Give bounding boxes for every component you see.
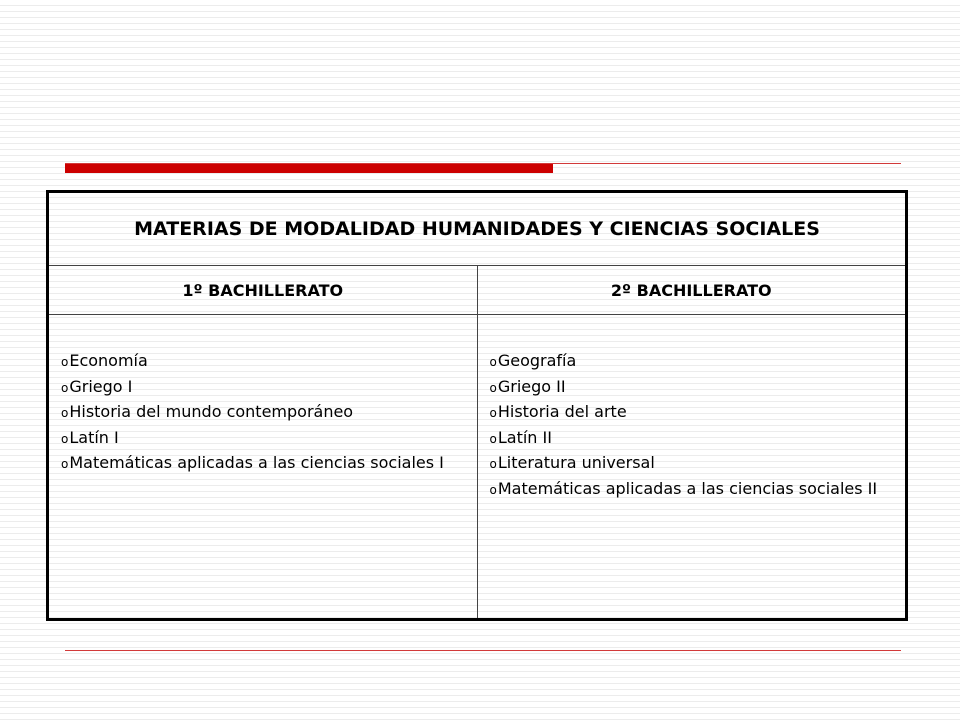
column-header-2-bachillerato: 2º BACHILLERATO (477, 266, 907, 315)
subject-name: Latín II (497, 427, 552, 447)
top-accent-bar (65, 164, 553, 173)
list-item (490, 477, 896, 503)
header-row (48, 266, 907, 315)
subject-list-1-bachillerato (61, 349, 467, 477)
subject-name: Latín I (69, 427, 119, 447)
bottom-divider-line (65, 650, 901, 651)
bullet-icon: o (61, 431, 69, 446)
subject-name: Griego II (497, 376, 566, 396)
subjects-cell-2-bachillerato (477, 315, 907, 620)
bullet-icon: o (489, 355, 497, 369)
title-row (48, 192, 907, 266)
list-item (61, 400, 467, 426)
subject-name: Historia del mundo contemporáneo (69, 402, 354, 421)
bullet-icon: o (489, 457, 497, 471)
list-item (490, 375, 896, 401)
subject-name: Historia del arte (497, 402, 627, 421)
list-item (61, 349, 467, 375)
list-item (490, 426, 896, 452)
bullet-icon: o (489, 482, 497, 497)
list-item (490, 349, 896, 375)
bullet-icon: o (61, 380, 69, 395)
content-row (48, 315, 907, 620)
bullet-icon: o (489, 406, 497, 420)
subject-name: Literatura universal (497, 453, 655, 472)
subject-name: Matemáticas aplicadas a las ciencias sociales I (69, 453, 444, 472)
table-title: MATERIAS DE MODALIDAD HUMANIDADES Y CIENCIAS SOCIALES (48, 192, 907, 266)
subjects-table (46, 190, 908, 621)
subjects-cell-1-bachillerato (48, 315, 478, 620)
subject-name: Griego I (69, 376, 133, 396)
subject-name: Geografía (497, 351, 577, 370)
subject-name: Matemáticas aplicadas a las ciencias sociales II (497, 478, 878, 498)
bullet-icon: o (61, 355, 69, 369)
subject-name: Economía (69, 351, 148, 370)
list-item (61, 426, 467, 452)
list-item (61, 451, 467, 477)
subject-list-2-bachillerato (490, 349, 896, 502)
bullet-icon: o (61, 457, 69, 471)
list-item (490, 451, 896, 477)
column-header-1-bachillerato: 1º BACHILLERATO (48, 266, 478, 315)
list-item (490, 400, 896, 426)
list-item (61, 375, 467, 401)
bullet-icon: o (489, 380, 497, 395)
bullet-icon: o (61, 406, 69, 420)
bullet-icon: o (489, 431, 497, 446)
